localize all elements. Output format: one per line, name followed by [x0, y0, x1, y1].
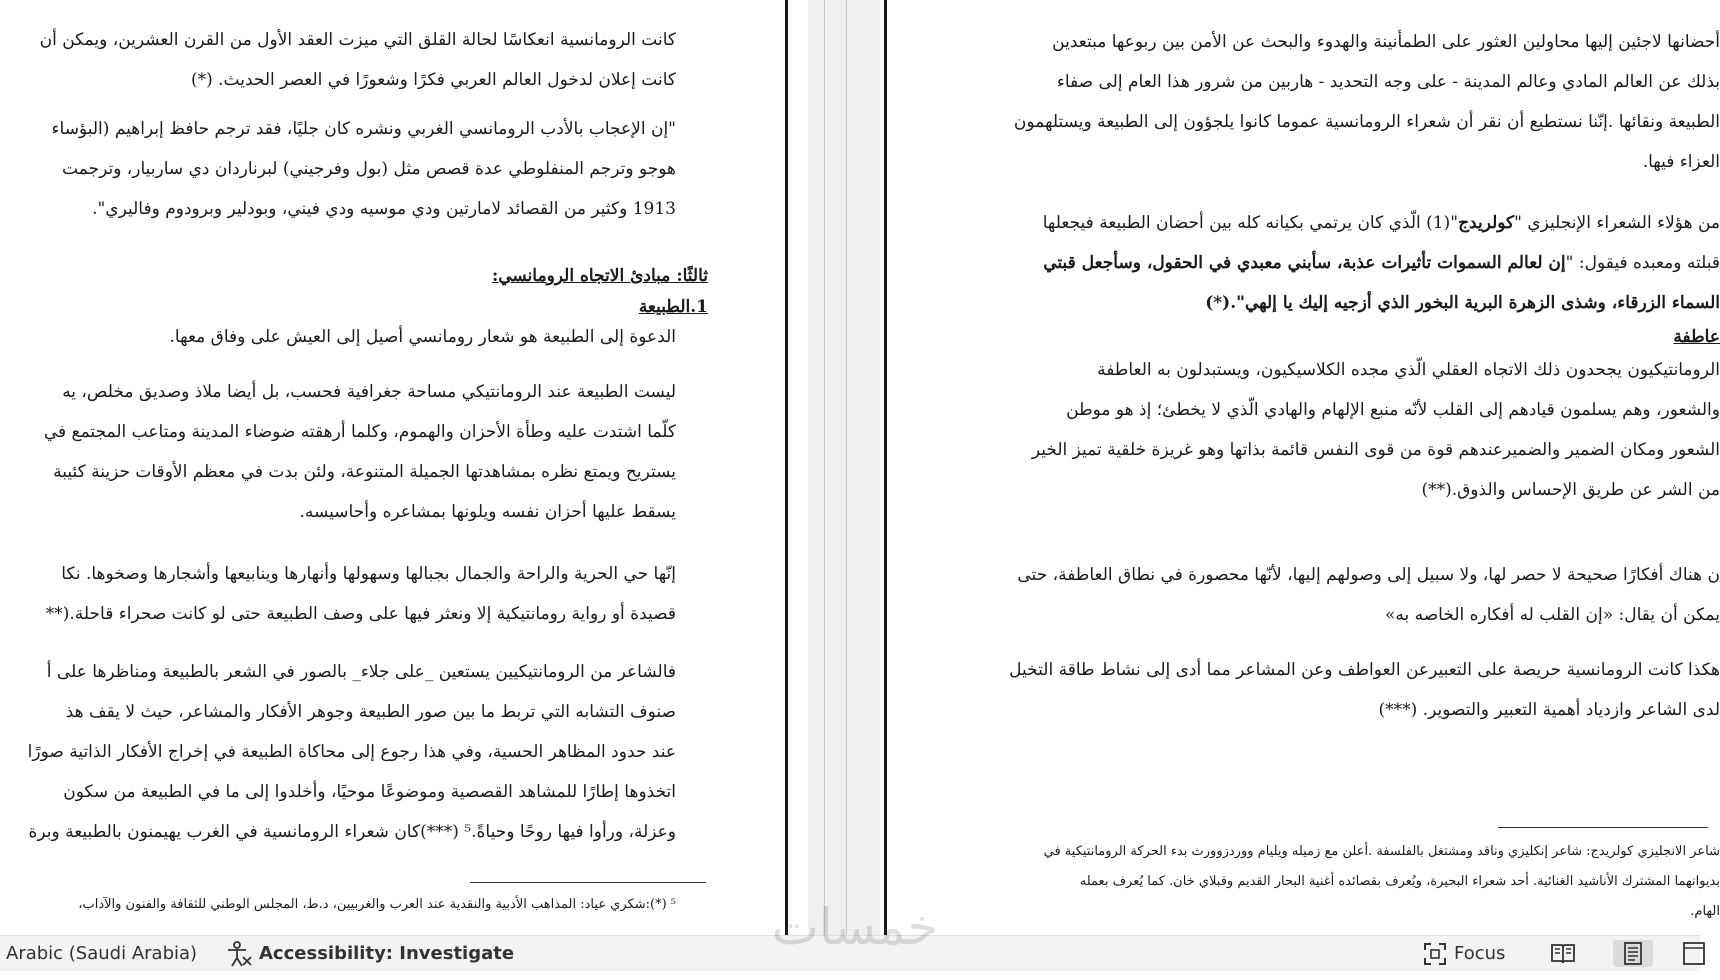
text-run: قبلته ومعبده فيقول: "	[1565, 253, 1720, 273]
focus-label: Focus	[1454, 943, 1506, 964]
text-line: 1913 وكثير من القصائد لامارتين ودي موسيه ودي فيني، وبودلير وبرودوم وفاليري".	[92, 199, 676, 219]
text-line: شاعر الانجليزي كولريدج: شاعر إنكليزي وناقد ومشتغل بالفلسفة .أعلن مع زميله ويليام ووردزوورث بدء الحركة الرومانتيكية في	[1043, 844, 1720, 859]
accessibility-status[interactable]	[225, 936, 515, 971]
accessibility-icon	[225, 940, 253, 968]
text-line: الرومانتيكيون يجحدون ذلك الاتجاه العقلي الّذي مجده الكلاسيكيون، ويستبدلون به العاطفة	[1097, 360, 1720, 380]
text-line: بذلك عن العالم المادي وعالم المدينة - على وجه التحديد - هاربين من شرور هذا العام إلى صفاء	[1056, 72, 1720, 92]
web-layout-icon	[1680, 940, 1706, 967]
text-line: السماء الزرقاء، وشذى الزهرة البرية البخور الذي أزجيه إليك يا إلهي".(*)	[1205, 293, 1720, 313]
paragraph	[40, 20, 676, 100]
paragraph	[28, 652, 676, 852]
paragraph	[1014, 22, 1720, 182]
footnote: ⁵ (*):شكري عياد: المذاهب الأدبية والنقدية عند العرب والغربيين، د.ط، المجلس الوطني للثقافة والفنون والآداب،	[78, 897, 676, 912]
paragraph	[46, 554, 676, 634]
text-run: من هؤلاء الشعراء الإنجليزي "	[1514, 213, 1720, 233]
paragraph	[1009, 650, 1720, 730]
text-line: هوجو وترجم المنفلوطي عدة قصص مثل (بول وفرجيني) لبرناردان دي ساربيار، وترجمت	[62, 159, 676, 179]
text-line: الشعور ومكان الضمير والضميرعندهم قوة من قوى النفس قائمة بذاتها وهو غريزة خلقية تميز الخير	[1031, 440, 1720, 460]
footnote	[1044, 837, 1720, 927]
text-line: إنّها حي الحرية والراحة والجمال بجبالها وسهولها وأنهارها وينابيعها وأشجارها وصخوها. نكا	[61, 564, 676, 584]
section-heading: ثالثًا: مبادئ الاتجاه الرومانسي:	[491, 266, 708, 286]
text-line: أحضانها لاجئين إليها محاولين العثور على الطمأنينة والهدوء والبحث عن الأمن بين ربوعها مبتعدين	[1052, 32, 1720, 52]
subsection-heading: عاطفة	[1673, 327, 1720, 347]
read-mode-button[interactable]	[1548, 940, 1578, 967]
text-run: "(1) الّذي كان يرتمي بكيانه كله بين أحضان الطبيعة فيجعلها	[1042, 213, 1459, 233]
text-line	[1043, 203, 1720, 243]
text-line: فالشاعر من الرومانتيكيين يستعين _على جلاء_ بالصور في الشعر بالطبيعة ومناظرها على أ	[46, 662, 676, 682]
print-layout-icon	[1613, 940, 1653, 967]
text-line: الهام.	[1690, 904, 1720, 919]
page-edge	[884, 0, 887, 935]
footnote-separator	[470, 882, 706, 883]
paragraph	[1017, 555, 1720, 635]
gutter-line	[846, 0, 847, 935]
text-line: العزاء فيها.	[1642, 152, 1720, 172]
text-line: هكذا كانت الرومانسية حريصة على التعبيرعن العواطف وعن المشاعر مما أدى إلى نشاط طاقة التخيل	[1009, 660, 1720, 680]
page-edge	[785, 0, 788, 935]
text-line: يسقط عليها أحزان نفسه ويلونها بمشاعره وأحاسيسه.	[299, 502, 676, 522]
text-line: عند حدود المظاهر الحسية، وفي هذا رجوع إلى محاكاة الطبيعة في إخراج الأفكار الذاتية صورًا	[27, 742, 676, 762]
quote-run: إن لعالم السموات تأثيرات عذبة، سأبني معبدي في الحقول، وسأجعل قبتي	[1043, 253, 1566, 273]
text-line: اتخذوها إطارًا للمشاهد القصصية وموضوعًا موحيًا، وأخلدوا إلى ما في الطبيعة من سكون	[63, 782, 676, 802]
text-line: "إن الإعجاب بالأدب الرومانسي الغربي ونشره كان جليًا، فقد ترجم حافظ إبراهيم (البؤساء	[51, 119, 676, 139]
print-layout-button[interactable]	[1613, 940, 1653, 967]
accessibility-label: Accessibility: Investigate	[259, 943, 515, 964]
paragraph	[52, 109, 676, 229]
focus-icon	[1422, 941, 1448, 967]
poet-name: كولريدج	[1458, 213, 1515, 233]
document-page-right	[888, 0, 1720, 935]
text-line: ن هناك أفكارًا صحيحة لا حصر لها، ولا سبيل إلى وصولهم إليها، لأنّها محصورة في نطاق العاطفة، حتى	[1017, 565, 1720, 585]
footnote-separator	[1498, 827, 1708, 828]
text-line: الطبيعة ونقائها .إنّنا نستطيع أن نقر أن شعراء الرومانسية عموما كانوا يلجؤون إلى الطبيعة ويستلهمون	[1013, 112, 1720, 132]
paragraph: الدعوة إلى الطبيعة هو شعار رومانسي أصيل إلى العيش على وفاق معها.	[169, 327, 676, 347]
paragraph-quote	[1043, 203, 1720, 323]
watermark-logo: خمسات	[771, 898, 939, 956]
gutter-line	[824, 0, 825, 935]
document-page-left	[0, 0, 788, 935]
focus-button[interactable]	[1422, 936, 1505, 971]
text-line	[1043, 243, 1720, 283]
text-line: كانت إعلان لدخول العالم العربي فكرًا وشعورًا في العصر الحديث. (*)	[190, 70, 676, 90]
text-line: والشعور، وهم يسلمون قيادهم إلى القلب لأنّه منبع الإلهام والهادي الّذي لا يخطئ؛ إذ هو موطن	[1066, 400, 1720, 420]
text-line: لدى الشاعر وازدياد أهمية التعبير والتصوير. (***)	[1378, 700, 1720, 720]
paragraph	[44, 372, 676, 532]
text-line: صنوف التشابه التي تربط ما بين صور الطبيعة وجوهر الأفكار والمشاعر، حيث لا يقف هذ	[65, 702, 676, 722]
subsection-heading: 1.الطبيعة	[638, 297, 708, 317]
book-icon	[1548, 940, 1578, 967]
language-status[interactable]: Arabic (Saudi Arabia)	[6, 943, 198, 964]
text-line: كلّما اشتدت عليه وطأة الأحزان والهموم، وكلما أرهقته ضوضاء المدينة ومتاعب المجتمع في	[43, 422, 676, 442]
text-line: وعزلة، ورأوا فيها روحًا وحياةً.⁵ (***)كان شعراء الرومانسية في الغرب يهيمنون بالطبيعة وبرة	[28, 822, 676, 842]
paragraph	[1032, 350, 1720, 510]
text-line: ليست الطبيعة عند الرومانتيكي مساحة جغرافية فحسب، بل أيضا ملاذ وصديق مخلص، يه	[62, 382, 676, 402]
text-line: من الشر عن طريق الإحساس والذوق.(**)	[1421, 480, 1720, 500]
text-line: يمكن أن يقال: «إن القلب له أفكاره الخاصه به»	[1384, 605, 1720, 625]
web-layout-button[interactable]	[1680, 940, 1700, 967]
text-line: قصيدة أو رواية رومانتيكية إلا ونعثر فيها على وصف الطبيعة حتى لو كانت صحراء قاحلة.(**	[45, 604, 676, 624]
text-line: كانت الرومانسية انعكاسًا لحالة القلق التي ميزت العقد الأول من القرن العشرين، ويمكن أن	[39, 30, 676, 50]
page-gutter	[808, 0, 880, 935]
text-line: يستريح ويمتع نظره بمشاهدتها الجميلة المتنوعة، ولئن بدت في معظم الأوقات حزينة كئيبة	[53, 462, 676, 482]
text-line: بديوانهما المشترك الأناشيد الغنائية. أحد شعراء البحيرة، ويُعرف بقصائده أغنية البحار القديم وقبلاي خان. كما يُعرف بعمله	[1079, 874, 1720, 889]
